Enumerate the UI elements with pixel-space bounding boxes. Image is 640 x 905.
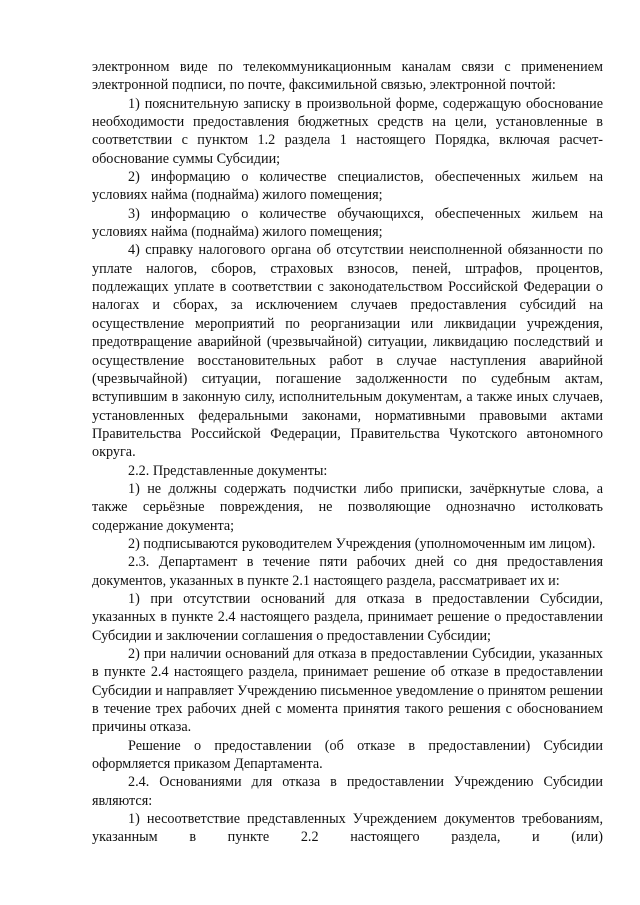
- paragraph-decision-order: Решение о предоставлении (об отказе в предоставлении) Субсидии оформляется приказом Департамента.: [92, 737, 603, 773]
- paragraph-intro-continuation: электронном виде по телекоммуникационным каналам связи с применением электронной подписи, по почте, факсимильной связью, электронной почтой:: [92, 59, 603, 94]
- paragraph-item-3-students-info: 3) информацию о количестве обучающихся, обеспеченных жильем на условиях найма (поднайма) жилого помещения;: [92, 205, 603, 241]
- paragraph-section-2-3: 2.3. Департамент в течение пяти рабочих дней со дня предоставления документов, указанных в пункте 2.1 настоящего раздела, рассматривает их и:: [92, 554, 603, 589]
- paragraph-item-1-explanatory-note: 1) пояснительную записку в произвольной форме, содержащую обоснование необходимости предоставления бюджетных средств на цели, установленные в соответствии с пунктом 1.2 раздела 1 настоящего Порядка, включая расчет-обоснование суммы Субсидии;: [92, 95, 603, 167]
- paragraph-section-2-2-heading: 2.2. Представленные документы:: [128, 462, 328, 479]
- paragraph-item-4-tax-certificate: 4) справку налогового органа об отсутствии неисполненной обязанности по уплате налогов, сборов, страховых взносов, пеней, штрафов, процентов, подлежащих уплате в соответствии с законодательством Российской Федерации о налогах и сборах, за исключением случаев предоставления субсидий на осуществление мероприятий по реорганизации или ликвидации учреждения, предотвращение аварийной (чрезвычайной) ситуации, ликвидацию последствий и осуществление восстановительных работ в случае наступления аварийной (чрезвычайной) ситуации, погашение задолженности по судебным актам, вступившим в законную силу, исполнительным документам, а также иных случаев, установленных федеральными законами, нормативными правовыми актами Правительства Российской Федерации, Правительства Чукотского автономного округа.: [92, 242, 603, 461]
- paragraph-2-2-item-1: 1) не должны содержать подчистки либо приписки, зачёркнутые слова, а также серьёзные повреждения, не позволяющие однозначно истолковать содержание документа;: [92, 480, 603, 534]
- paragraph-2-2-item-2: 2) подписываются руководителем Учреждения (уполномоченным им лицом).: [128, 535, 596, 552]
- paragraph-2-3-item-1: 1) при отсутствии оснований для отказа в предоставлении Субсидии, указанных в пункте 2.4 настоящего раздела, принимает решение о предоставлении Субсидии и заключении соглашения о предоставлении Субсидии;: [92, 590, 603, 644]
- paragraph-2-4-item-1: 1) несоответствие представленных Учреждением документов требованиям, указанным в пункте 2.2 настоящего раздела, и (или): [92, 811, 603, 846]
- document-page: [92, 58, 603, 847]
- paragraph-item-2-specialists-info: 2) информацию о количестве специалистов, обеспеченных жильем на условиях найма (поднайма) жилого помещения;: [92, 169, 603, 204]
- paragraph-2-3-item-2: 2) при наличии оснований для отказа в предоставлении Субсидии, указанных в пункте 2.4 настоящего раздела, принимает решение об отказе в предоставлении Субсидии и направляет Учреждению письменное уведомление о принятом решении в течение трех рабочих дней с момента принятия такого решения с обоснованием причины отказа.: [92, 646, 603, 736]
- paragraph-section-2-4: 2.4. Основаниями для отказа в предоставлении Учреждению Субсидии являются:: [92, 774, 603, 809]
